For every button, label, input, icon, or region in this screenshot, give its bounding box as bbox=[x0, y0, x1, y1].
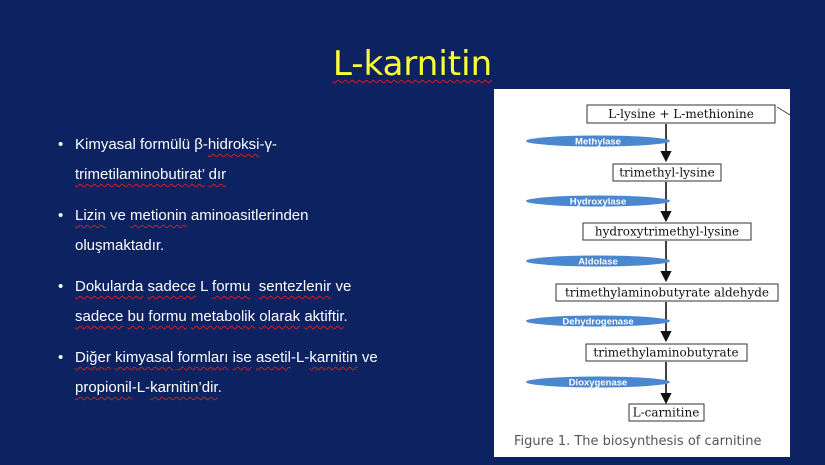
step-box-trimethylaminobutyrate bbox=[586, 344, 747, 361]
text-run: kimyasal bbox=[115, 349, 174, 366]
bullet-line bbox=[75, 231, 418, 261]
corner-bond-line bbox=[777, 107, 790, 115]
text-run: sentezlenir bbox=[258, 278, 332, 295]
slide-title bbox=[0, 44, 825, 84]
text-run: Dokularda bbox=[75, 278, 144, 295]
step-label: hydroxytrimethyl-lysine bbox=[594, 224, 740, 239]
biosynthesis-figure bbox=[494, 89, 790, 457]
text-run: bu bbox=[127, 308, 145, 325]
text-run: oluşmaktadır. bbox=[75, 237, 165, 254]
figure-caption: Figure 1. The biosynthesis of carnitine bbox=[514, 434, 762, 449]
step-label: trimethylaminobutyrate aldehyde bbox=[564, 285, 770, 300]
bullet-line bbox=[75, 130, 418, 160]
step-label: trimethyl-lysine bbox=[619, 165, 715, 180]
text-run: Kimyasal formülü β- bbox=[75, 136, 208, 153]
text-run: L bbox=[195, 278, 213, 295]
pathway-diagram bbox=[494, 89, 790, 457]
enzyme-hydroxylase bbox=[526, 196, 670, 208]
text-run: . bbox=[217, 379, 222, 396]
text-run: metionin bbox=[130, 207, 187, 224]
text-run: olarak bbox=[259, 308, 301, 325]
enzyme-label: Methylase bbox=[575, 136, 621, 148]
enzyme-label: Aldolase bbox=[578, 256, 618, 268]
text-run: aktiftir bbox=[304, 308, 344, 325]
text-run: trimetilaminobutirat’ bbox=[75, 166, 205, 183]
enzyme-dehydrogenase bbox=[526, 316, 670, 328]
text-run: . bbox=[343, 308, 348, 325]
step-label: trimethylaminobutyrate bbox=[593, 345, 739, 360]
bullet-line bbox=[75, 343, 418, 373]
text-run: aminoasitlerinden bbox=[186, 207, 309, 224]
slide-title-text: L-karnitin bbox=[332, 44, 493, 84]
text-run: propionil bbox=[75, 379, 132, 396]
step-box-trimethylaminobutyrate-aldehyde bbox=[556, 284, 778, 301]
step-box-lysine-methionine bbox=[587, 105, 775, 123]
text-run: formu bbox=[212, 278, 251, 295]
bullet-line bbox=[75, 201, 418, 231]
text-run: formu bbox=[148, 308, 187, 325]
enzyme-aldolase bbox=[526, 256, 670, 268]
bullet-item bbox=[58, 130, 418, 190]
text-run: ve bbox=[361, 349, 378, 366]
step-box-trimethyl-lysine bbox=[613, 164, 721, 181]
bullet-list bbox=[58, 130, 418, 414]
bullet-line bbox=[75, 160, 418, 190]
text-run: Lizin bbox=[75, 207, 106, 224]
text-run bbox=[250, 278, 258, 295]
enzyme-label: Dehydrogenase bbox=[562, 316, 634, 328]
step-label: L-carnitine bbox=[632, 405, 700, 420]
bullet-item bbox=[58, 343, 418, 403]
enzyme-methylase bbox=[526, 136, 670, 148]
step-box-l-carnitine bbox=[629, 404, 704, 421]
text-run: -L- bbox=[290, 349, 310, 366]
text-run: ve bbox=[335, 278, 352, 295]
bullet-line bbox=[75, 272, 418, 302]
text-run: sadece bbox=[147, 278, 196, 295]
text-run: karnitin’dir bbox=[150, 379, 218, 396]
enzyme-label: Dioxygenase bbox=[568, 377, 628, 389]
text-run: sadece bbox=[75, 308, 124, 325]
text-run: ve bbox=[105, 207, 131, 224]
bullet-line bbox=[75, 302, 418, 332]
text-run: asetil bbox=[255, 349, 291, 366]
text-run: metabolik bbox=[190, 308, 256, 325]
enzyme-label: Hydroxylase bbox=[569, 196, 627, 208]
text-run: -L- bbox=[131, 379, 151, 396]
step-label: L-lysine + L-methionine bbox=[608, 107, 754, 121]
bullet-line bbox=[75, 373, 418, 403]
step-box-hydroxytrimethyl-lysine bbox=[583, 223, 751, 240]
text-run: -γ- bbox=[259, 136, 278, 153]
text-run: dır bbox=[208, 166, 227, 183]
enzyme-dioxygenase bbox=[526, 377, 670, 389]
bullet-item bbox=[58, 272, 418, 332]
text-run: hidroksi bbox=[207, 136, 260, 153]
text-run: formları bbox=[177, 349, 229, 366]
bullet-item bbox=[58, 201, 418, 261]
text-run: karnitin bbox=[309, 349, 358, 366]
text-run: ise bbox=[232, 349, 252, 366]
text-run: Diğer bbox=[75, 349, 111, 366]
